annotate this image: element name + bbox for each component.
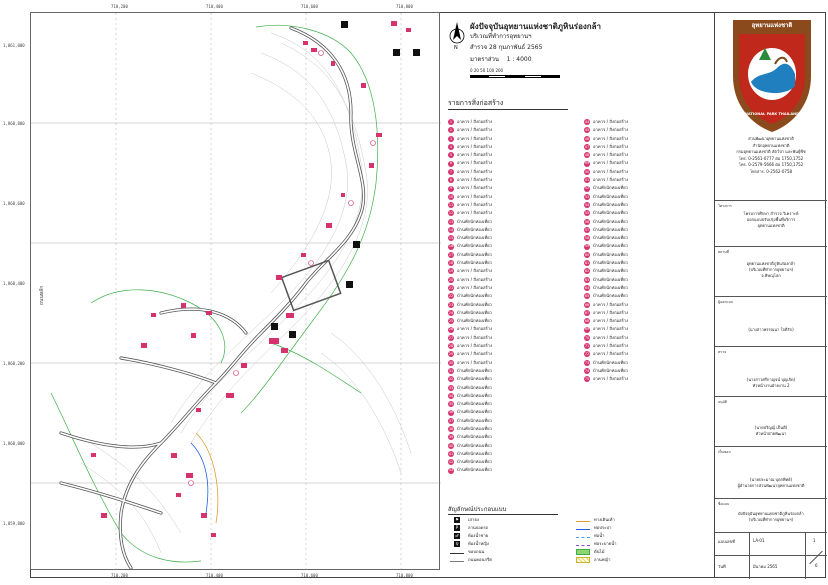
legend-item: 36 บ้านพักนักท่องเที่ยว: [448, 409, 492, 415]
scale-label: มาตราส่วน: [470, 56, 499, 63]
symbols-list-left: [450, 516, 492, 564]
sheet-no-label: แบบเลขที่: [718, 539, 735, 544]
legend-item: 38 บ้านพักนักท่องเที่ยว: [448, 425, 492, 431]
legend-item: 50 อาคาร / สิ่งก่อสร้าง: [584, 168, 629, 174]
legend-item: 13 บ้านพักนักท่องเที่ยว: [448, 218, 492, 224]
legend-item: 71 อาคาร / สิ่งก่อสร้าง: [584, 343, 629, 349]
logo-bottom-text: NATIONAL PARK THAILAND: [744, 112, 800, 116]
toilet-icon: ♀: [455, 541, 459, 546]
legend-item: 39 บ้านพักนักท่องเที่ยว: [448, 434, 492, 440]
legend-item: 49 อาคาร / สิ่งก่อสร้าง: [584, 160, 629, 166]
legend-item: 61 บ้านพักนักท่องเที่ยว: [584, 260, 628, 266]
legend-item: 20 อาคาร / สิ่งก่อสร้าง: [448, 276, 493, 282]
scale-ticks: 0 20 50 100 200: [470, 68, 504, 73]
symbols-heading: สัญลักษณ์ประกอบแบบ: [448, 504, 558, 515]
legend-item: 22 บ้านพักนักท่องเที่ยว: [448, 293, 492, 299]
logo-top-text: อุทยานแห่งชาติ: [751, 22, 793, 29]
flag-icon: ⚑: [455, 517, 459, 522]
legend-item: 43 บ้านพักนักท่องเที่ยว: [448, 467, 492, 473]
legend-item: 51 อาคาร / สิ่งก่อสร้าง: [584, 177, 629, 183]
legend-item: 53 บ้านพักนักท่องเที่ยว: [584, 193, 628, 199]
symbol-row: ท่อน้ำ: [576, 532, 616, 540]
legend-item: 56 บ้านพักนักท่องเที่ยว: [584, 218, 628, 224]
sheet-title-cell: ชื่อแบบ ผังปัจจุบันอุทยานแห่งชาติภูหินร่องกล้า (บริเวณที่ทำการอุทยานฯ): [715, 498, 827, 532]
issue-date: มีนาคม 2565: [753, 564, 778, 569]
legend-item: 11 อาคาร / สิ่งก่อสร้าง: [448, 201, 493, 207]
legend-item: 70 อาคาร / สิ่งก่อสร้าง: [584, 334, 629, 340]
symbol-row: ⚑ เสาธง: [455, 517, 479, 522]
legend-item: 60 บ้านพักนักท่องเที่ยว: [584, 251, 628, 257]
legend-item: 33 บ้านพักนักท่องเที่ยว: [448, 384, 492, 390]
symbol-row: ♀ ห้องน้ำหญิง: [455, 541, 489, 546]
symbol-row: ลานหญ้า: [576, 556, 616, 564]
legend-item: 23 บ้านพักนักท่องเที่ยว: [448, 301, 492, 307]
site-map[interactable]: [3, 4, 440, 578]
legend-item: 44 อาคาร / สิ่งก่อสร้าง: [584, 119, 629, 124]
grid-x-label: 710,800: [396, 4, 413, 9]
symbol-row: ถนนคอนกรีต: [450, 556, 492, 564]
legend-item: 48 อาคาร / สิ่งก่อสร้าง: [584, 152, 629, 158]
grid-x-label: 710,200: [111, 573, 128, 578]
organization-info: ส่วนพัฒนาอุทยานแห่งชาติ สำนักอุทยานแห่งชาติ กรมอุทยานแห่งชาติ สัตว์ป่า และพันธุ์พืช โทร. 0-2561-0777 ต่อ 1750,1752 โทร. 0-2579-5666 ต่อ 1750,1752 โทรสาร. 0-2562-0758: [736, 136, 806, 174]
toilet-icon: ♂: [455, 533, 459, 538]
sheet-info-cell: [715, 532, 827, 579]
grid-x-label: 710,800: [396, 573, 413, 578]
symbol-row: ทางเดินเท้า: [576, 516, 616, 524]
legend-item: 52 บ้านพักนักท่องเที่ยว: [584, 185, 628, 191]
grid-x-label: 710,600: [301, 4, 318, 9]
legend-item: 27 อาคาร / สิ่งก่อสร้าง: [448, 334, 493, 340]
symbol-row: ♂ ห้องน้ำชาย: [455, 533, 489, 538]
legend-item: 46 อาคาร / สิ่งก่อสร้าง: [584, 135, 629, 141]
legend-item: 24 บ้านพักนักท่องเที่ยว: [448, 309, 492, 315]
legend-item: 12 อาคาร / สิ่งก่อสร้าง: [448, 210, 493, 216]
legend-item: 2 อาคาร / สิ่งก่อสร้าง: [449, 127, 493, 133]
symbol-row: P ลานจอดรถ: [455, 525, 489, 530]
legend-item: 47 อาคาร / สิ่งก่อสร้าง: [584, 143, 629, 149]
legend-item: 66 อาคาร / สิ่งก่อสร้าง: [584, 301, 629, 307]
legend-list-facilities: [584, 118, 710, 384]
legend-item: 10 อาคาร / สิ่งก่อสร้าง: [448, 193, 493, 199]
endorsement-cell: เห็นชอบ (นายประมาณ บุตรพิทย์) ผู้อำนวยการส่วนพัฒนาอุทยานแห่งชาติ: [715, 446, 827, 498]
legend-item: 30 อาคาร / สิ่งก่อสร้าง: [448, 359, 493, 365]
legend-item: 31 บ้านพักนักท่องเที่ยว: [448, 367, 492, 373]
grid-x-label: 710,200: [111, 4, 128, 9]
project-cell: โครงการ โครงการศึกษา สำรวจ วิเคราะห์ ออกแบบปรับปรุงพื้นที่บริการ อุทยานแห่งชาติ: [715, 200, 827, 246]
legend-item: 16 บ้านพักนักท่องเที่ยว: [448, 243, 492, 249]
legend-item: 68 อาคาร / สิ่งก่อสร้าง: [584, 318, 629, 324]
legend-item: 40 บ้านพักนักท่องเที่ยว: [448, 442, 492, 448]
page-total: 6: [815, 563, 818, 568]
legend-item: 21 อาคาร / สิ่งก่อสร้าง: [448, 284, 493, 290]
symbol-row: ต้นไม้: [576, 548, 616, 556]
map-subtitle: บริเวณที่ทำการอุทยานฯ: [470, 33, 532, 40]
legend-item: 28 อาคาร / สิ่งก่อสร้าง: [448, 343, 493, 349]
legend-item: 17 บ้านพักนักท่องเที่ยว: [448, 251, 492, 257]
legend-item: 1 อาคาร / สิ่งก่อสร้าง: [449, 119, 493, 124]
road-label: ถนนหลัก: [39, 285, 45, 305]
scale-bar: [470, 63, 560, 67]
symbol-row: ท่อระบายน้ำ: [576, 540, 616, 548]
grid-y-label: 1,860,600: [3, 201, 25, 206]
parking-icon: P: [455, 525, 459, 530]
legend-item: 34 บ้านพักนักท่องเที่ยว: [448, 392, 492, 398]
legend-item: 54 บ้านพักนักท่องเที่ยว: [584, 201, 628, 207]
grid-y-label: 1,860,400: [3, 281, 25, 286]
grid-y-label: 1,860,000: [3, 441, 25, 446]
legend-item: 25 บ้านพักนักท่องเที่ยว: [448, 318, 492, 324]
legend-item: 18 บ้านพักนักท่องเที่ยว: [448, 260, 492, 266]
legend-item: 59 บ้านพักนักท่องเที่ยว: [584, 243, 628, 249]
legend-item: 73 บ้านพักนักท่องเที่ยว: [584, 359, 628, 365]
legend-item: 26 อาคาร / สิ่งก่อสร้าง: [448, 326, 493, 332]
legend-item: 7 อาคาร / สิ่งก่อสร้าง: [449, 168, 493, 174]
page-number: 1: [813, 538, 816, 543]
legend-item: 74 บ้านพักนักท่องเที่ยว: [584, 367, 628, 373]
legend-item: 42 บ้านพักนักท่องเที่ยว: [448, 459, 492, 465]
legend-item: 29 อาคาร / สิ่งก่อสร้าง: [448, 351, 493, 357]
designer-cell: ผู้ออกแบบ (นางสาวพรรณนา ใจดีรัก): [715, 296, 827, 346]
legend-item: 41 บ้านพักนักท่องเที่ยว: [448, 450, 492, 456]
grid-x-label: 710,400: [206, 4, 223, 9]
north-arrow-icon: [448, 20, 466, 50]
legend-item: 4 อาคาร / สิ่งก่อสร้าง: [449, 143, 493, 149]
legend-item: 9 อาคาร / สิ่งก่อสร้าง: [449, 185, 493, 191]
symbols-list-right: [576, 516, 616, 564]
legend-panel: [448, 18, 710, 570]
map-title: ผังปัจจุบันอุทยานแห่งชาติภูหินร่องกล้า: [470, 22, 602, 31]
legend-item: 57 บ้านพักนักท่องเที่ยว: [584, 226, 628, 232]
symbol-row: ท่อประปา: [576, 524, 616, 532]
approver-cell: อนุมัติ (นายปริญญ์ เป็นดี) หัวหน้าฝ่ายพัฒนา: [715, 396, 827, 446]
legend-item: 58 บ้านพักนักท่องเที่ยว: [584, 235, 628, 241]
legend-item: 55 บ้านพักนักท่องเที่ยว: [584, 210, 628, 216]
checker-cell: ตรวจ (นางสาวศรีกาญจน์ บุญเกิด) หัวหน้างานฝ่ายงาน 2: [715, 346, 827, 396]
grid-y-label: 1,860,200: [3, 361, 25, 366]
grid-y-label: 1,860,800: [3, 121, 25, 126]
legend-item: 69 อาคาร / สิ่งก่อสร้าง: [584, 326, 629, 332]
legend-item: 35 บ้านพักนักท่องเที่ยว: [448, 401, 492, 407]
legend-item: 8 อาคาร / สิ่งก่อสร้าง: [449, 177, 493, 183]
legend-item: 65 บ้านพักนักท่องเที่ยว: [584, 293, 628, 299]
legend-heading: รายการสิ่งก่อสร้าง: [448, 98, 568, 110]
legend-item: 72 อาคาร / สิ่งก่อสร้าง: [584, 351, 629, 357]
grid-x-label: 710,600: [301, 573, 318, 578]
legend-item: 64 บ้านพักนักท่องเที่ยว: [584, 284, 628, 290]
grid-x-label: 710,400: [206, 573, 223, 578]
legend-item: 62 บ้านพักนักท่องเที่ยว: [584, 268, 628, 274]
legend-item: 3 อาคาร / สิ่งก่อสร้าง: [449, 135, 493, 141]
legend-item: 37 บ้านพักนักท่องเที่ยว: [448, 417, 492, 423]
sheet-no: LA-01: [753, 538, 765, 543]
drawing-title-block: [714, 12, 826, 578]
map-title-block: [448, 18, 710, 78]
legend-item: 19 อาคาร / สิ่งก่อสร้าง: [448, 268, 493, 274]
scale-value: 1 : 4000: [506, 56, 532, 63]
legend-item: 15 บ้านพักนักท่องเที่ยว: [448, 235, 492, 241]
location-cell: สถานที่ อุทยานแห่งชาติภูหินร่องกล้า (บริเวณที่ทำการอุทยานฯ) จ.พิษณุโลก: [715, 246, 827, 296]
legend-item: 45 อาคาร / สิ่งก่อสร้าง: [584, 127, 629, 133]
legend-item: 67 อาคาร / สิ่งก่อสร้าง: [584, 309, 629, 315]
legend-item: 32 บ้านพักนักท่องเที่ยว: [448, 376, 492, 382]
grid-y-label: 1,861,000: [3, 43, 25, 48]
grid-y-label: 1,859,800: [3, 521, 25, 526]
national-park-logo: [729, 16, 815, 134]
date-label: วันที่: [718, 564, 726, 569]
site-map-canvas: [31, 13, 441, 571]
legend-item: 5 อาคาร / สิ่งก่อสร้าง: [449, 152, 493, 158]
legend-item: 63 บ้านพักนักท่องเที่ยว: [584, 276, 628, 282]
symbol-row: ขอบถนน: [450, 548, 492, 556]
survey-date: สำรวจ 28 กุมภาพันธ์ 2565: [470, 44, 543, 51]
legend-item: 14 บ้านพักนักท่องเที่ยว: [448, 226, 492, 232]
legend-item: 6 อาคาร / สิ่งก่อสร้าง: [449, 160, 493, 166]
svg-text:N: N: [454, 45, 458, 50]
legend-list-buildings: [448, 118, 576, 475]
legend-item: 75 อาคาร / สิ่งก่อสร้าง: [584, 376, 629, 382]
